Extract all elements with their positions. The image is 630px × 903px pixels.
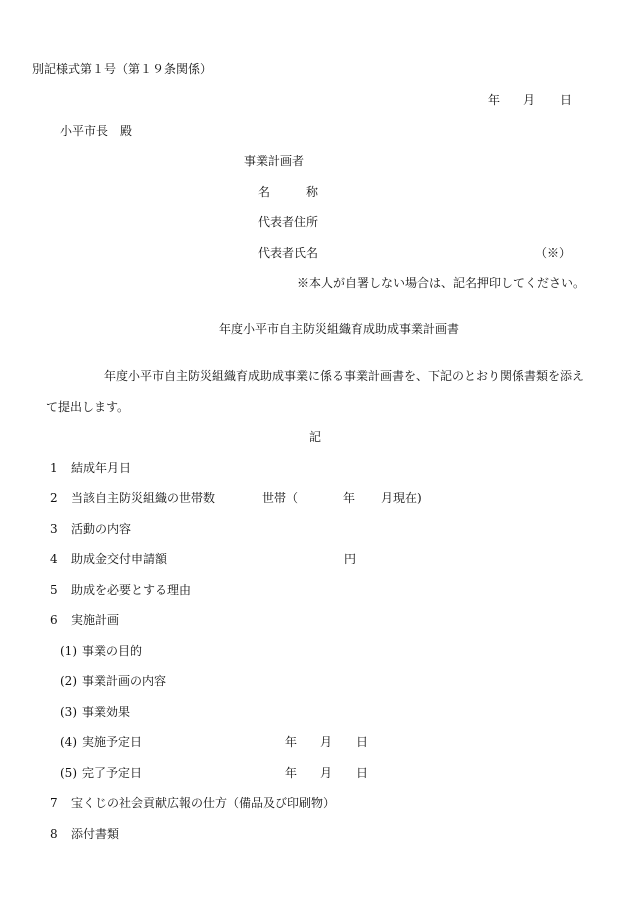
body-line-1: 年度小平市自主防災組織育成助成事業に係る事業計画書を、下記のとおり関係書類を添え	[104, 369, 585, 383]
subitem-label: 事業の目的	[82, 644, 143, 658]
item-label: 活動の内容	[71, 522, 132, 536]
document-title: 年度小平市自主防災組織育成助成事業計画書	[219, 322, 460, 336]
body-line-2: て提出します。	[46, 400, 130, 414]
item-label: 結成年月日	[71, 461, 132, 475]
item-number: 1	[50, 461, 58, 475]
item-label: 当該自主防災組織の世帯数	[71, 491, 216, 505]
item-label: 助成金交付申請額	[71, 552, 168, 566]
subitem-number: (3)	[60, 705, 77, 719]
item-number: 7	[50, 796, 58, 810]
item-label: 添付書類	[71, 827, 120, 841]
representative-label: 代表者氏名	[258, 246, 319, 260]
item-label: 助成を必要とする理由	[71, 583, 192, 597]
item-label: 実施計画	[71, 613, 120, 627]
form-label: 別記様式第１号（第１９条関係）	[32, 62, 213, 76]
date-year: 年	[488, 93, 501, 107]
yen-unit: 円	[344, 552, 357, 566]
end-date-month: 月	[320, 766, 333, 780]
item-number: 2	[50, 491, 58, 505]
seal-note: ※本人が自署しない場合は、記名押印してください。	[297, 276, 586, 290]
name-label-2: 称	[306, 185, 319, 199]
household-count-label: 世帯（	[262, 491, 299, 505]
end-date-day: 日	[356, 766, 369, 780]
subitem-number: (5)	[60, 766, 77, 780]
item-number: 5	[50, 583, 58, 597]
item-number: 6	[50, 613, 58, 627]
subitem-label: 事業効果	[82, 705, 131, 719]
subitem-number: (2)	[60, 674, 77, 688]
household-month-current: 月現在)	[381, 491, 422, 505]
subitem-number: (1)	[60, 644, 77, 658]
date-day: 日	[560, 93, 573, 107]
seal-mark: （※）	[535, 246, 572, 260]
item-number: 4	[50, 552, 58, 566]
applicant-heading: 事業計画者	[244, 154, 305, 168]
subitem-label: 実施予定日	[82, 735, 143, 749]
addressee: 小平市長 殿	[60, 124, 133, 138]
item-number: 8	[50, 827, 58, 841]
item-label: 宝くじの社会貢献広報の仕方（備品及び印刷物）	[71, 796, 336, 810]
start-date-day: 日	[356, 735, 369, 749]
start-date-month: 月	[320, 735, 333, 749]
item-number: 3	[50, 522, 58, 536]
subitem-number: (4)	[60, 735, 77, 749]
household-year: 年	[343, 491, 356, 505]
address-label: 代表者住所	[258, 215, 319, 229]
end-date-year: 年	[285, 766, 298, 780]
date-month: 月	[523, 93, 536, 107]
subitem-label: 事業計画の内容	[82, 674, 167, 688]
subitem-label: 完了予定日	[82, 766, 143, 780]
start-date-year: 年	[285, 735, 298, 749]
ki-heading: 記	[309, 430, 322, 444]
name-label-1: 名	[258, 185, 271, 199]
